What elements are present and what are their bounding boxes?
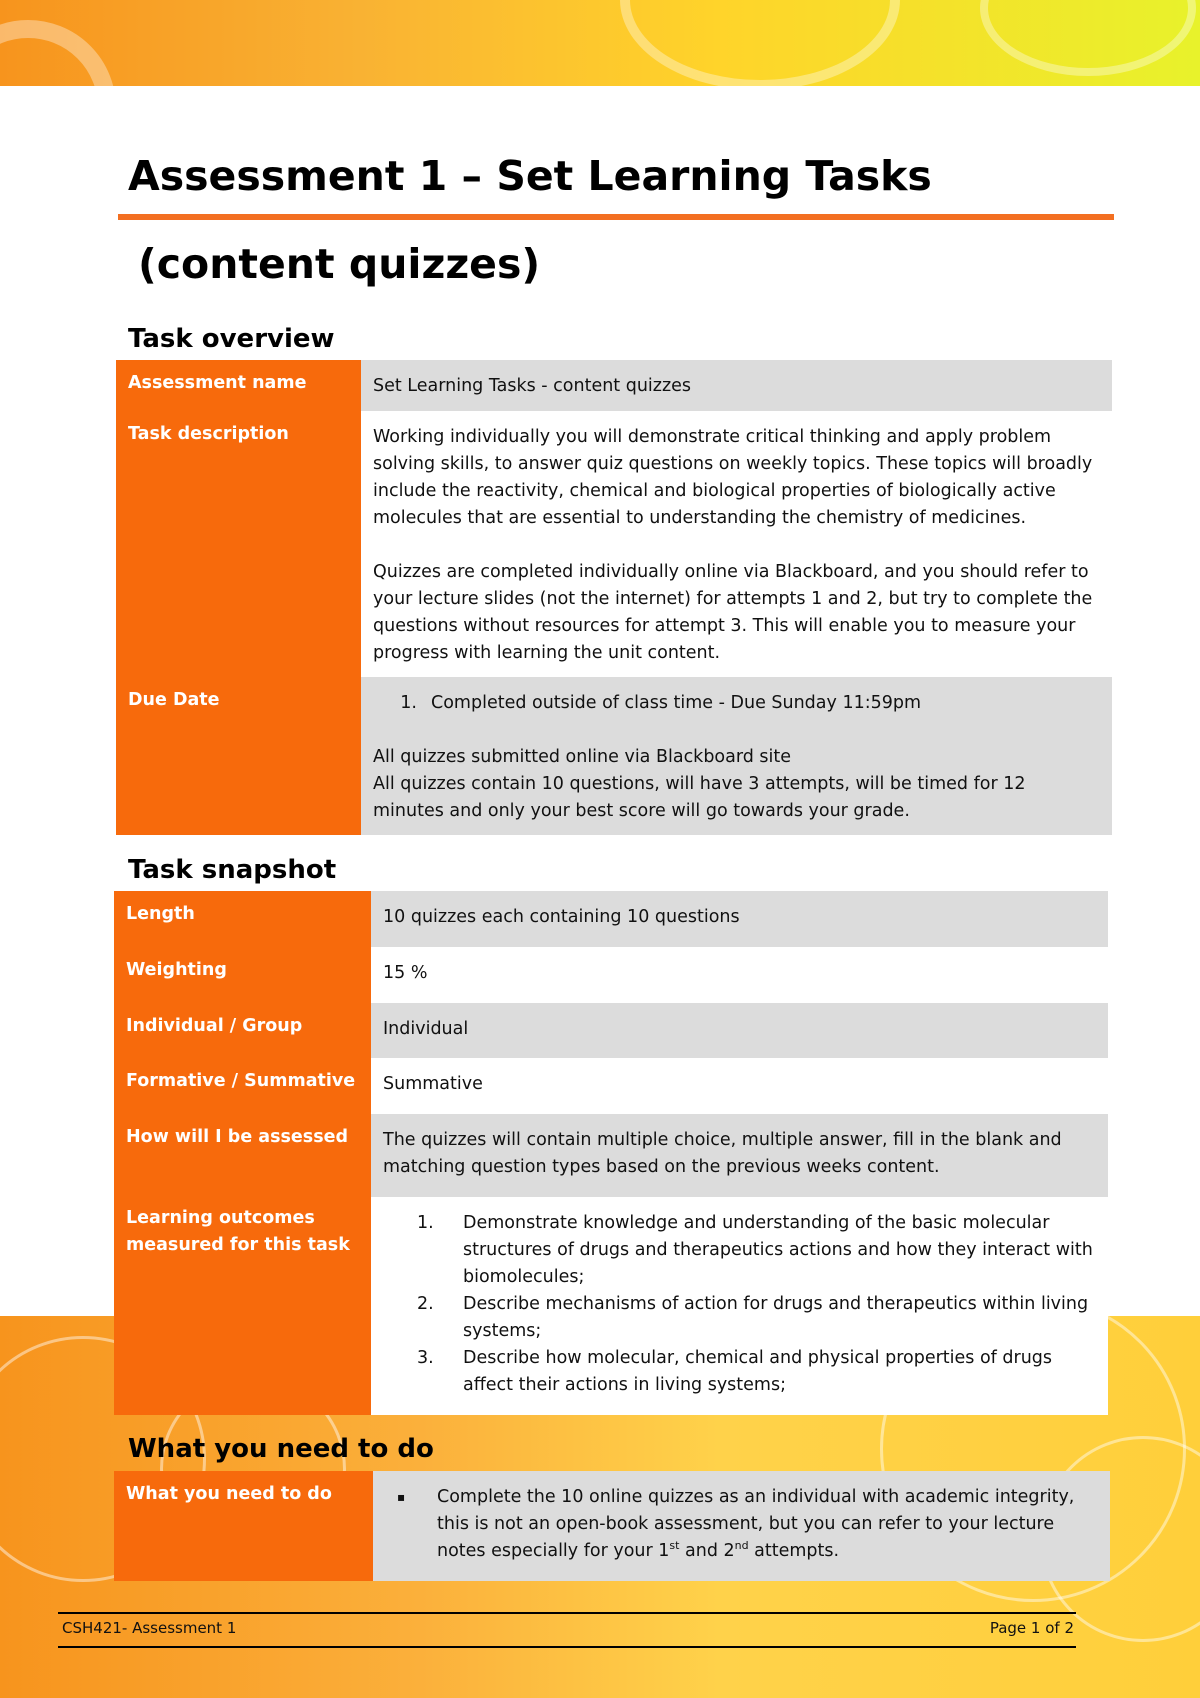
individual-group-value: Individual xyxy=(371,1003,1108,1058)
due-line: All quizzes submitted online via Blackboard site xyxy=(373,747,792,767)
list-item xyxy=(383,1210,1096,1291)
footer-rule xyxy=(58,1646,1076,1648)
learning-outcomes-value xyxy=(371,1197,1108,1415)
task-overview-heading: Task overview xyxy=(128,324,335,354)
what-you-need-label: What you need to do xyxy=(114,1471,373,1581)
due-date-value xyxy=(361,677,1112,835)
list-item xyxy=(385,1484,1098,1565)
page-subtitle: (content quizzes) xyxy=(138,240,541,288)
assessment-name-label: Assessment name xyxy=(116,360,361,411)
outcome-text: Describe how molecular, chemical and physical properties of drugs affect their actions in living systems; xyxy=(463,1348,1053,1395)
table-row xyxy=(114,1058,1108,1114)
task-description-paragraph: Quizzes are completed individually online via Blackboard, and you should refer to your lecture slides (not the internet) for attempts 1 and 2, but try to complete the questions without resources for attempt 3. This will enable you to measure your progress with learning the unit content. xyxy=(373,562,1093,663)
task-snapshot-table xyxy=(114,891,1108,1415)
how-assessed-label: How will I be assessed xyxy=(114,1114,371,1197)
task-snapshot-heading: Task snapshot xyxy=(128,855,337,885)
table-row xyxy=(116,360,1112,411)
table-row xyxy=(114,1471,1110,1581)
list-number: 1. xyxy=(417,1213,434,1233)
what-you-need-heading: What you need to do xyxy=(128,1434,434,1464)
todo-text: Complete the 10 online quizzes as an individual with academic integrity, this is not an open-book assessment, but you can refer to your lecture notes especially for your 1st and 2nd attempts. xyxy=(437,1487,1075,1561)
length-label: Length xyxy=(114,891,371,947)
due-line: All quizzes contain 10 questions, will have 3 attempts, will be timed for 12 minutes and only your best score will go towards your grade. xyxy=(373,774,1026,821)
table-row xyxy=(116,411,1112,677)
list-number: 2. xyxy=(417,1294,434,1314)
task-description-value xyxy=(361,411,1112,677)
how-assessed-value: The quizzes will contain multiple choice, multiple answer, fill in the blank and matching question types based on the previous weeks content. xyxy=(371,1114,1108,1197)
formative-summative-value: Summative xyxy=(371,1058,1108,1114)
table-row xyxy=(116,677,1112,835)
page-title: Assessment 1 – Set Learning Tasks xyxy=(128,152,932,200)
assessment-name-value: Set Learning Tasks - content quizzes xyxy=(361,360,1112,411)
outcome-text: Describe mechanisms of action for drugs and therapeutics within living systems; xyxy=(463,1294,1089,1341)
outcome-text: Demonstrate knowledge and understanding of the basic molecular structures of drugs and therapeutics actions and how they interact with biomolecules; xyxy=(463,1213,1093,1287)
footer-course-code: CSH421- Assessment 1 xyxy=(62,1619,237,1637)
weighting-label: Weighting xyxy=(114,947,371,1003)
table-row xyxy=(114,947,1108,1003)
title-underline xyxy=(118,214,1114,220)
list-number: 3. xyxy=(417,1348,434,1368)
footer-page-number: Page 1 of 2 xyxy=(989,1619,1074,1637)
what-you-need-value xyxy=(373,1471,1110,1581)
formative-summative-label: Formative / Summative xyxy=(114,1058,371,1114)
table-row xyxy=(114,1114,1108,1197)
list-item xyxy=(383,1345,1096,1399)
task-description-paragraph: Working individually you will demonstrate critical thinking and apply problem solving skills, to answer quiz questions on weekly topics. These topics will broadly include the reactivity, chemical and biological properties of biologically active molecules that are essential to understanding the chemistry of medicines. xyxy=(373,427,1093,528)
table-row xyxy=(114,1003,1108,1058)
weighting-value: 15 % xyxy=(371,947,1108,1003)
list-number: 1. xyxy=(400,693,417,713)
due-item-text: Completed outside of class time - Due Sunday 11:59pm xyxy=(431,693,922,713)
learning-outcomes-label: Learning outcomes measured for this task xyxy=(114,1197,371,1415)
individual-group-label: Individual / Group xyxy=(114,1003,371,1058)
task-overview-table xyxy=(116,360,1112,835)
list-item xyxy=(373,690,1100,717)
bullet-icon: ▪ xyxy=(397,1490,406,1504)
due-date-label: Due Date xyxy=(116,677,361,835)
what-you-need-table xyxy=(114,1471,1110,1581)
task-description-label: Task description xyxy=(116,411,361,677)
footer-rule xyxy=(58,1612,1076,1614)
list-item xyxy=(383,1291,1096,1345)
length-value: 10 quizzes each containing 10 questions xyxy=(371,891,1108,947)
table-row xyxy=(114,1197,1108,1415)
table-row xyxy=(114,891,1108,947)
